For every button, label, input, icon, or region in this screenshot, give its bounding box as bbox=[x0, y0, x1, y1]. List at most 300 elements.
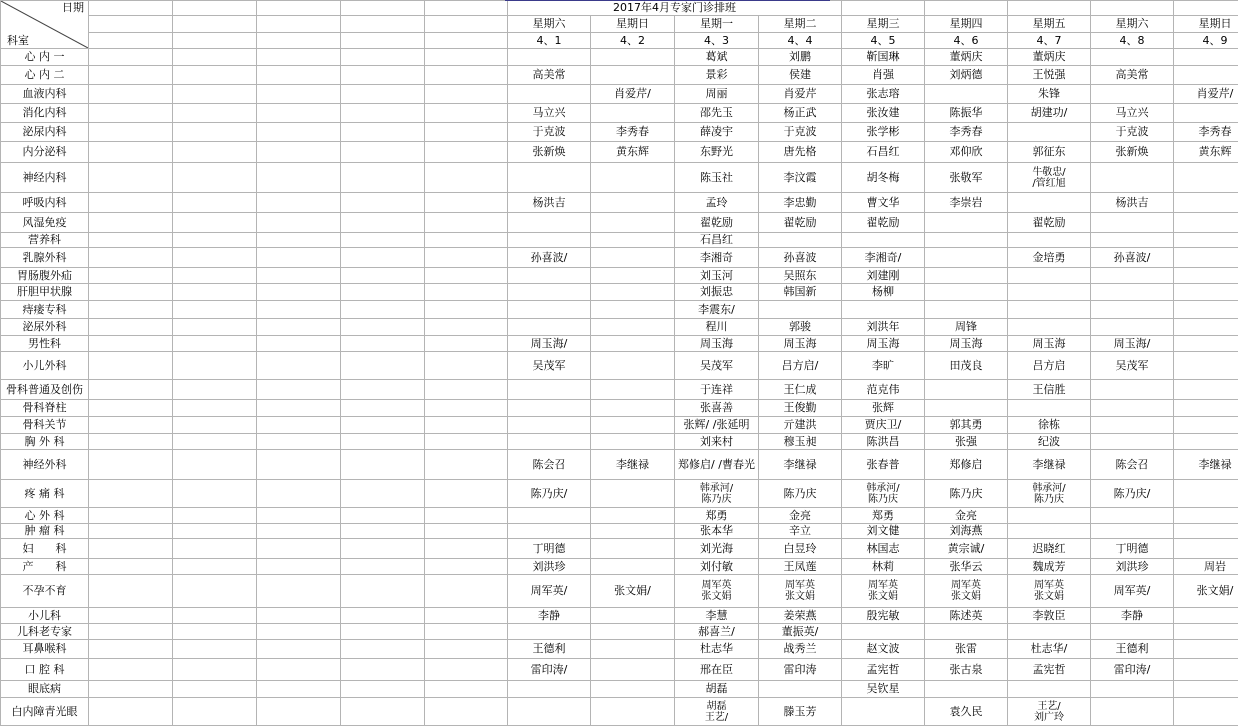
doctor-cell: 杨洪吉 bbox=[1091, 193, 1174, 213]
doctor-cell: 董振英/ bbox=[759, 624, 842, 640]
weekday-header: 星期四 bbox=[925, 16, 1008, 32]
doctor-cell: 杨柳 bbox=[842, 284, 925, 301]
doctor-cell: 景彩 bbox=[675, 66, 759, 85]
doctor-cell: 胡建功/ bbox=[1008, 104, 1091, 123]
doctor-cell: 金亮 bbox=[759, 508, 842, 524]
doctor-name-line: 周军英 bbox=[759, 580, 841, 591]
doctor-cell bbox=[1174, 49, 1238, 66]
doctor-cell bbox=[591, 284, 675, 301]
department-label: 痔瘘专科 bbox=[1, 301, 89, 319]
doctor-cell: 张华云 bbox=[925, 559, 1008, 575]
doctor-cell: 郝喜兰/ bbox=[675, 624, 759, 640]
doctor-cell bbox=[591, 49, 675, 66]
department-label: 骨科普通及创伤 bbox=[1, 380, 89, 400]
doctor-cell: 李崇岩 bbox=[925, 193, 1008, 213]
doctor-cell: 张敬军 bbox=[925, 163, 1008, 193]
doctor-cell: 肖爱芹 bbox=[759, 85, 842, 104]
doctor-cell: 陈乃庆 bbox=[925, 480, 1008, 508]
doctor-cell bbox=[508, 698, 591, 726]
doctor-cell: 陈述英 bbox=[925, 608, 1008, 624]
doctor-cell: 周玉海 bbox=[925, 336, 1008, 352]
doctor-cell: 张辉 bbox=[842, 400, 925, 417]
doctor-cell: 白昱玲 bbox=[759, 539, 842, 559]
doctor-cell bbox=[1174, 163, 1238, 193]
department-label: 眼底病 bbox=[1, 681, 89, 698]
doctor-cell bbox=[591, 417, 675, 434]
doctor-cell: 张雷 bbox=[925, 640, 1008, 659]
doctor-cell bbox=[1008, 301, 1091, 319]
doctor-cell: 李忠勤 bbox=[759, 193, 842, 213]
doctor-cell: 陈会召 bbox=[1091, 450, 1174, 480]
schedule-row bbox=[1, 248, 1238, 268]
department-label: 乳腺外科 bbox=[1, 248, 89, 268]
doctor-cell bbox=[1174, 640, 1238, 659]
doctor-cell: 肖爱芹/ bbox=[1174, 85, 1238, 104]
department-label: 神经内科 bbox=[1, 163, 89, 193]
doctor-cell: 田茂良 bbox=[925, 352, 1008, 380]
doctor-cell bbox=[1091, 624, 1174, 640]
doctor-cell: 石昌红 bbox=[842, 142, 925, 163]
department-label: 内分泌科 bbox=[1, 142, 89, 163]
doctor-cell: 周丽 bbox=[675, 85, 759, 104]
doctor-cell: 张文娟/ bbox=[591, 575, 675, 608]
doctor-cell: 王凤莲 bbox=[759, 559, 842, 575]
doctor-cell bbox=[1091, 301, 1174, 319]
doctor-cell bbox=[591, 233, 675, 248]
doctor-cell: 胡冬梅 bbox=[842, 163, 925, 193]
doctor-cell bbox=[1174, 681, 1238, 698]
doctor-cell: 刘光海 bbox=[675, 539, 759, 559]
doctor-name-line: 陈乃庆 bbox=[1008, 494, 1090, 505]
schedule-row bbox=[1, 301, 1238, 319]
doctor-cell bbox=[1174, 698, 1238, 726]
doctor-cell: 董炳庆 bbox=[925, 49, 1008, 66]
schedule-row bbox=[1, 268, 1238, 284]
doctor-name-line: 牛敬忠/ bbox=[1008, 167, 1090, 178]
doctor-cell bbox=[925, 213, 1008, 233]
doctor-cell bbox=[759, 681, 842, 698]
doctor-cell bbox=[591, 336, 675, 352]
doctor-cell: 周玉海/ bbox=[508, 336, 591, 352]
doctor-cell: 刘海燕 bbox=[925, 524, 1008, 539]
doctor-cell: 王悦强 bbox=[1008, 66, 1091, 85]
doctor-cell bbox=[1174, 352, 1238, 380]
doctor-cell bbox=[1174, 480, 1238, 508]
department-label: 神经外科 bbox=[1, 450, 89, 480]
doctor-cell: 郑修启 bbox=[925, 450, 1008, 480]
doctor-cell: 滕玉芳 bbox=[759, 698, 842, 726]
doctor-cell bbox=[1008, 480, 1091, 508]
doctor-cell: 张学彬 bbox=[842, 123, 925, 142]
department-label: 儿科老专家 bbox=[1, 624, 89, 640]
doctor-cell: 张本华 bbox=[675, 524, 759, 539]
doctor-cell bbox=[1008, 193, 1091, 213]
doctor-cell bbox=[1008, 123, 1091, 142]
doctor-cell bbox=[591, 301, 675, 319]
date-header: 4、9 bbox=[1174, 32, 1238, 48]
schedule-row bbox=[1, 163, 1238, 193]
doctor-cell: 邵先玉 bbox=[675, 104, 759, 123]
doctor-cell bbox=[1174, 539, 1238, 559]
schedule-row bbox=[1, 49, 1238, 66]
doctor-cell bbox=[1174, 213, 1238, 233]
schedule-row bbox=[1, 380, 1238, 400]
doctor-cell bbox=[759, 575, 842, 608]
doctor-cell: 刘洪珍 bbox=[508, 559, 591, 575]
doctor-name-line: 陈乃庆 bbox=[675, 494, 758, 505]
doctor-cell: 王俊勤 bbox=[759, 400, 842, 417]
doctor-name-line: 韩承河/ bbox=[842, 483, 924, 494]
doctor-cell: 杨正武 bbox=[759, 104, 842, 123]
doctor-cell bbox=[925, 233, 1008, 248]
doctor-cell bbox=[925, 380, 1008, 400]
doctor-cell: 袁久民 bbox=[925, 698, 1008, 726]
doctor-cell: 魏成芳 bbox=[1008, 559, 1091, 575]
doctor-cell: 张喜善 bbox=[675, 400, 759, 417]
doctor-cell bbox=[591, 608, 675, 624]
schedule-row bbox=[1, 608, 1238, 624]
doctor-cell: 范克伟 bbox=[842, 380, 925, 400]
doctor-cell: 李汶霞 bbox=[759, 163, 842, 193]
doctor-cell: 金亮 bbox=[925, 508, 1008, 524]
doctor-cell bbox=[1008, 575, 1091, 608]
corner-date-label: 日期 bbox=[62, 2, 84, 14]
doctor-cell bbox=[1091, 380, 1174, 400]
department-label: 肝胆甲状腺 bbox=[1, 284, 89, 301]
doctor-cell bbox=[759, 233, 842, 248]
doctor-cell bbox=[508, 163, 591, 193]
doctor-cell: 刘建刚 bbox=[842, 268, 925, 284]
weekday-header: 星期一 bbox=[675, 16, 759, 32]
doctor-cell: 张新焕 bbox=[508, 142, 591, 163]
doctor-cell bbox=[591, 559, 675, 575]
doctor-name-line: 张文娟 bbox=[1008, 591, 1090, 602]
doctor-name-line: 胡磊 bbox=[675, 701, 758, 712]
doctor-cell: 林莉 bbox=[842, 559, 925, 575]
doctor-cell bbox=[508, 284, 591, 301]
doctor-cell bbox=[591, 539, 675, 559]
doctor-cell: 吴茂军 bbox=[1091, 352, 1174, 380]
doctor-cell bbox=[1008, 524, 1091, 539]
doctor-cell: 杜志华 bbox=[675, 640, 759, 659]
doctor-cell bbox=[675, 480, 759, 508]
doctor-cell: 穆玉昶 bbox=[759, 434, 842, 450]
doctor-cell: 张汝建 bbox=[842, 104, 925, 123]
doctor-cell bbox=[1091, 85, 1174, 104]
schedule-row bbox=[1, 319, 1238, 336]
doctor-cell bbox=[842, 480, 925, 508]
doctor-cell: 李敦臣 bbox=[1008, 608, 1091, 624]
schedule-row bbox=[1, 681, 1238, 698]
doctor-cell bbox=[1174, 248, 1238, 268]
doctor-cell: 陈会召 bbox=[508, 450, 591, 480]
doctor-cell: 丁明德 bbox=[508, 539, 591, 559]
doctor-cell: 徐栋 bbox=[1008, 417, 1091, 434]
doctor-cell bbox=[508, 213, 591, 233]
doctor-cell bbox=[925, 575, 1008, 608]
doctor-cell bbox=[591, 193, 675, 213]
doctor-cell: 赵文波 bbox=[842, 640, 925, 659]
doctor-cell: 陈乃庆 bbox=[759, 480, 842, 508]
doctor-cell bbox=[1008, 508, 1091, 524]
doctor-cell bbox=[1174, 268, 1238, 284]
doctor-cell bbox=[925, 284, 1008, 301]
doctor-name-line: 韩承河/ bbox=[1008, 483, 1090, 494]
doctor-name-line: 韩承河/ bbox=[675, 483, 758, 494]
department-label: 骨科脊柱 bbox=[1, 400, 89, 417]
department-label: 风湿免疫 bbox=[1, 213, 89, 233]
doctor-name-line: 周军英 bbox=[1008, 580, 1090, 591]
doctor-name-line: 王艺/ bbox=[1008, 701, 1090, 712]
weekday-header: 星期日 bbox=[591, 16, 675, 32]
doctor-cell: 李慧 bbox=[675, 608, 759, 624]
department-label: 妇 科 bbox=[1, 539, 89, 559]
doctor-cell: 周玉海/ bbox=[1091, 336, 1174, 352]
doctor-cell bbox=[508, 417, 591, 434]
weekday-row bbox=[1, 16, 1238, 32]
doctor-cell: 辛立 bbox=[759, 524, 842, 539]
doctor-cell: 黄东辉 bbox=[1174, 142, 1238, 163]
doctor-cell: 于克波 bbox=[759, 123, 842, 142]
doctor-cell bbox=[1008, 163, 1091, 193]
doctor-cell bbox=[591, 640, 675, 659]
doctor-cell bbox=[591, 163, 675, 193]
doctor-cell: 周玉海 bbox=[759, 336, 842, 352]
doctor-cell: 唐先格 bbox=[759, 142, 842, 163]
doctor-cell: 张辉/ /张延明 bbox=[675, 417, 759, 434]
doctor-cell bbox=[1174, 336, 1238, 352]
doctor-cell bbox=[842, 624, 925, 640]
doctor-cell bbox=[508, 301, 591, 319]
doctor-cell: 雷印涛/ bbox=[1091, 659, 1174, 681]
doctor-cell: 于克波 bbox=[1091, 123, 1174, 142]
doctor-cell bbox=[591, 248, 675, 268]
doctor-cell: 曹文华 bbox=[842, 193, 925, 213]
department-label: 骨科关节 bbox=[1, 417, 89, 434]
doctor-name-line: 王艺/ bbox=[675, 712, 758, 723]
department-label: 呼吸内科 bbox=[1, 193, 89, 213]
doctor-cell: 杨洪吉 bbox=[508, 193, 591, 213]
doctor-cell bbox=[1008, 400, 1091, 417]
doctor-cell bbox=[925, 268, 1008, 284]
doctor-cell bbox=[591, 434, 675, 450]
doctor-cell bbox=[842, 233, 925, 248]
doctor-cell bbox=[842, 698, 925, 726]
department-label: 肿 瘤 科 bbox=[1, 524, 89, 539]
doctor-cell bbox=[1008, 319, 1091, 336]
doctor-name-line: 张文娟 bbox=[675, 591, 758, 602]
doctor-cell bbox=[1091, 524, 1174, 539]
doctor-cell: 刘文健 bbox=[842, 524, 925, 539]
department-label: 白内障青光眼 bbox=[1, 698, 89, 726]
doctor-cell: 孙喜波/ bbox=[1091, 248, 1174, 268]
doctor-cell: 李继禄 bbox=[1174, 450, 1238, 480]
schedule-row bbox=[1, 640, 1238, 659]
doctor-cell: 程川 bbox=[675, 319, 759, 336]
schedule-row bbox=[1, 213, 1238, 233]
doctor-cell bbox=[591, 400, 675, 417]
schedule-row bbox=[1, 539, 1238, 559]
department-label: 心 外 科 bbox=[1, 508, 89, 524]
doctor-cell: 陈乃庆/ bbox=[508, 480, 591, 508]
doctor-cell bbox=[1091, 698, 1174, 726]
schedule-row bbox=[1, 575, 1238, 608]
date-header: 4、1 bbox=[508, 32, 591, 48]
doctor-cell bbox=[842, 575, 925, 608]
schedule-row bbox=[1, 142, 1238, 163]
doctor-cell: 林国志 bbox=[842, 539, 925, 559]
doctor-cell bbox=[591, 624, 675, 640]
date-header: 4、8 bbox=[1091, 32, 1174, 48]
doctor-cell: 靳国琳 bbox=[842, 49, 925, 66]
doctor-cell bbox=[591, 659, 675, 681]
doctor-cell bbox=[1174, 66, 1238, 85]
doctor-cell: 陈玉社 bbox=[675, 163, 759, 193]
doctor-cell bbox=[591, 524, 675, 539]
doctor-cell: 吕方启/ bbox=[759, 352, 842, 380]
doctor-cell bbox=[925, 85, 1008, 104]
doctor-cell: 张春普 bbox=[842, 450, 925, 480]
doctor-cell bbox=[1091, 49, 1174, 66]
doctor-cell: 刘洪年 bbox=[842, 319, 925, 336]
doctor-cell: 李继禄 bbox=[1008, 450, 1091, 480]
schedule-row bbox=[1, 524, 1238, 539]
doctor-cell bbox=[1091, 508, 1174, 524]
doctor-cell bbox=[591, 319, 675, 336]
doctor-cell: 周军英/ bbox=[508, 575, 591, 608]
doctor-cell bbox=[591, 213, 675, 233]
schedule-row bbox=[1, 284, 1238, 301]
doctor-cell bbox=[1091, 163, 1174, 193]
doctor-cell: 郭骏 bbox=[759, 319, 842, 336]
doctor-cell bbox=[508, 400, 591, 417]
doctor-name-line: 张文娟 bbox=[925, 591, 1007, 602]
doctor-cell: 刘洪珍 bbox=[1091, 559, 1174, 575]
doctor-cell: 雷印涛/ bbox=[508, 659, 591, 681]
doctor-cell: 纪波 bbox=[1008, 434, 1091, 450]
doctor-cell: 吴钦星 bbox=[842, 681, 925, 698]
doctor-cell: 翟乾励 bbox=[842, 213, 925, 233]
doctor-cell: 张文娟/ bbox=[1174, 575, 1238, 608]
doctor-cell: 丁明德 bbox=[1091, 539, 1174, 559]
doctor-cell: 薛凌宇 bbox=[675, 123, 759, 142]
doctor-cell bbox=[675, 575, 759, 608]
doctor-cell: 王德利 bbox=[508, 640, 591, 659]
doctor-name-line: 周军英 bbox=[675, 580, 758, 591]
schedule-row bbox=[1, 336, 1238, 352]
doctor-cell: 孟玲 bbox=[675, 193, 759, 213]
doctor-name-line: 刘广玲 bbox=[1008, 712, 1090, 723]
department-label: 心 内 一 bbox=[1, 49, 89, 66]
corner-dept-label: 科室 bbox=[7, 35, 29, 47]
doctor-cell bbox=[1091, 233, 1174, 248]
doctor-cell bbox=[508, 49, 591, 66]
schedule-row bbox=[1, 400, 1238, 417]
doctor-cell bbox=[1091, 284, 1174, 301]
doctor-cell: 周玉海 bbox=[1008, 336, 1091, 352]
department-label: 小儿外科 bbox=[1, 352, 89, 380]
doctor-cell bbox=[925, 624, 1008, 640]
schedule-row bbox=[1, 559, 1238, 575]
doctor-cell: 于连祥 bbox=[675, 380, 759, 400]
schedule-row bbox=[1, 352, 1238, 380]
department-label: 产 科 bbox=[1, 559, 89, 575]
doctor-cell: 邢在臣 bbox=[675, 659, 759, 681]
doctor-cell bbox=[1091, 319, 1174, 336]
schedule-title: 2017年4月专家门诊排班 bbox=[508, 1, 842, 16]
doctor-cell: 张古泉 bbox=[925, 659, 1008, 681]
doctor-cell bbox=[1091, 400, 1174, 417]
date-header: 4、2 bbox=[591, 32, 675, 48]
doctor-cell bbox=[591, 681, 675, 698]
corner-cell bbox=[1, 1, 89, 49]
doctor-cell: 郭征东 bbox=[1008, 142, 1091, 163]
doctor-cell: 翟乾励 bbox=[675, 213, 759, 233]
doctor-cell bbox=[1174, 319, 1238, 336]
doctor-cell: 张志瑢 bbox=[842, 85, 925, 104]
doctor-cell bbox=[591, 268, 675, 284]
doctor-name-line: 周军英 bbox=[925, 580, 1007, 591]
date-header: 4、6 bbox=[925, 32, 1008, 48]
doctor-cell: 肖爱芹/ bbox=[591, 85, 675, 104]
doctor-cell: 郭其勇 bbox=[925, 417, 1008, 434]
date-header: 4、7 bbox=[1008, 32, 1091, 48]
doctor-cell bbox=[1174, 380, 1238, 400]
doctor-cell: 侯建 bbox=[759, 66, 842, 85]
doctor-cell bbox=[591, 352, 675, 380]
doctor-cell: 战秀兰 bbox=[759, 640, 842, 659]
doctor-cell: 李震东/ bbox=[675, 301, 759, 319]
date-header: 4、3 bbox=[675, 32, 759, 48]
department-label: 口 腔 科 bbox=[1, 659, 89, 681]
doctor-cell: 李湘奇/ bbox=[842, 248, 925, 268]
doctor-cell: 吴茂军 bbox=[508, 352, 591, 380]
doctor-cell: 周锋 bbox=[925, 319, 1008, 336]
doctor-cell: 李静 bbox=[508, 608, 591, 624]
doctor-cell bbox=[1091, 681, 1174, 698]
schedule-row bbox=[1, 233, 1238, 248]
doctor-cell bbox=[591, 380, 675, 400]
doctor-cell: 雷印涛 bbox=[759, 659, 842, 681]
department-label: 耳鼻喉科 bbox=[1, 640, 89, 659]
doctor-cell: 胡磊 bbox=[675, 681, 759, 698]
schedule-row bbox=[1, 123, 1238, 142]
doctor-cell bbox=[1008, 698, 1091, 726]
doctor-cell bbox=[1174, 193, 1238, 213]
weekday-header: 星期六 bbox=[1091, 16, 1174, 32]
doctor-cell bbox=[1008, 624, 1091, 640]
weekday-header: 星期六 bbox=[508, 16, 591, 32]
schedule-row bbox=[1, 66, 1238, 85]
doctor-cell: 李旷 bbox=[842, 352, 925, 380]
doctor-cell: 朱锋 bbox=[1008, 85, 1091, 104]
doctor-name-line: 张文娟 bbox=[759, 591, 841, 602]
department-label: 泌尿外科 bbox=[1, 319, 89, 336]
doctor-cell bbox=[508, 380, 591, 400]
doctor-cell: 张强 bbox=[925, 434, 1008, 450]
weekday-header: 星期二 bbox=[759, 16, 842, 32]
schedule-row bbox=[1, 104, 1238, 123]
date-header: 4、4 bbox=[759, 32, 842, 48]
doctor-cell bbox=[1008, 233, 1091, 248]
doctor-cell: 董炳庆 bbox=[1008, 49, 1091, 66]
doctor-cell bbox=[1008, 681, 1091, 698]
doctor-cell: 肖强 bbox=[842, 66, 925, 85]
department-label: 心 内 二 bbox=[1, 66, 89, 85]
department-label: 胃肠腹外疝 bbox=[1, 268, 89, 284]
doctor-cell bbox=[591, 698, 675, 726]
title-row bbox=[1, 1, 1238, 16]
